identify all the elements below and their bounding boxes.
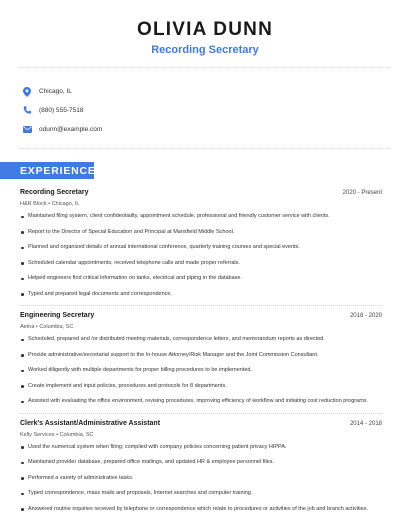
experience-section-heading: EXPERIENCE [0,162,94,179]
job-entry [20,189,382,298]
candidate-name: OLIVIA DUNN [137,19,273,40]
job-bullet: Planned and organized details of annual international conference, quarterly training courses and special events. [20,244,382,252]
job-bullet: Provide administrative/secretarial support to the In-house Attorney/Risk Manager and the Joint Commission Consultant. [20,352,382,360]
map-pin-icon [22,87,32,97]
job-bullet: Worked diligently with multiple departments for proper billing procedures to be implemented. [20,367,382,375]
contact-email [22,120,102,139]
contact-location [22,82,102,101]
job-divider [20,413,382,414]
contact-list [22,82,102,139]
job-bullet: Typed and prepared legal documents and correspondence. [20,291,382,299]
contact-location-text: Chicago, IL [39,88,72,95]
job-dates: 2020 - Present [342,190,382,196]
job-bullet: Maintained filing system, client confidentiality, appointment schedule, professional and friendly customer service with clients. [20,213,382,221]
job-employer: Aetna • Columbia, SC [20,324,74,330]
job-title: Recording Secretary [20,189,89,196]
job-bullet: Report to the Director of Special Education and Principal at Mansfield Middle School. [20,229,382,237]
job-title: Clerk's Assistant/Administrative Assistant [20,419,161,427]
job-location: Chicago, IL [51,201,80,207]
job-bullet: Typed correspondence, mass mails and proposals, Internet searches and computer training. [20,490,382,498]
contact-divider [20,148,390,149]
job-entry [20,420,382,514]
job-company: Kelly Services [20,431,55,438]
job-dates: 2018 - 2020 [349,313,382,319]
job-dates: 2014 - 2018 [349,420,382,427]
job-bullets [20,336,382,406]
phone-icon [22,106,32,116]
job-bullet: Answered routine inquiries received by telephone or correspondence which relate to procedures or activities of the job and branch activities. [20,506,382,514]
job-bullet: Assisted with evaluating the office environment, revising procedures, improving efficiency of workflow and initiating cost reduction programs. [20,398,382,406]
experience-list [20,189,382,521]
job-bullet: Scheduled, prepared and /or distributed meeting materials, correspondence letters, and memorandum reports as directed. [20,336,382,344]
job-company: Aetna [20,324,35,330]
job-employer: Kelly Services • Columbia, SC [20,431,94,438]
job-entry [20,312,382,406]
job-bullets [20,444,382,514]
job-location: Columbia, SC [59,431,94,438]
header-divider [20,67,390,68]
job-bullet: Scheduled calendar appointments, received telephone calls and made proper referrals. [20,260,382,268]
job-bullet: Used the numerical system when filing; complied with company policies concerning patient privacy HIPPA. [20,444,382,452]
resume-header [0,0,410,57]
mail-icon [22,125,32,135]
job-title: Engineering Secretary [20,312,95,319]
job-bullets [20,213,382,298]
contact-email-text: odunn@example.com [39,126,103,133]
job-location: Columbia, SC [39,324,74,330]
job-employer: H&R Block • Chicago, IL [20,201,80,207]
job-divider [20,305,382,306]
job-bullet: Performed a variety of administrative tasks. [20,475,382,483]
job-company: H&R Block [20,201,47,207]
job-bullet: Helped engineers find critical information on tanks, electrical and piping in the database. [20,275,382,283]
job-bullet: Create implement and input policies, procedures and protocols for 8 departments. [20,383,382,391]
candidate-title: Recording Secretary [151,44,259,56]
contact-phone-text: (880) 555-7518 [39,107,84,114]
contact-phone [22,101,102,120]
job-bullet: Maintained provider database, prepared office mailings, and updated HR & employee personnel files. [20,459,382,467]
